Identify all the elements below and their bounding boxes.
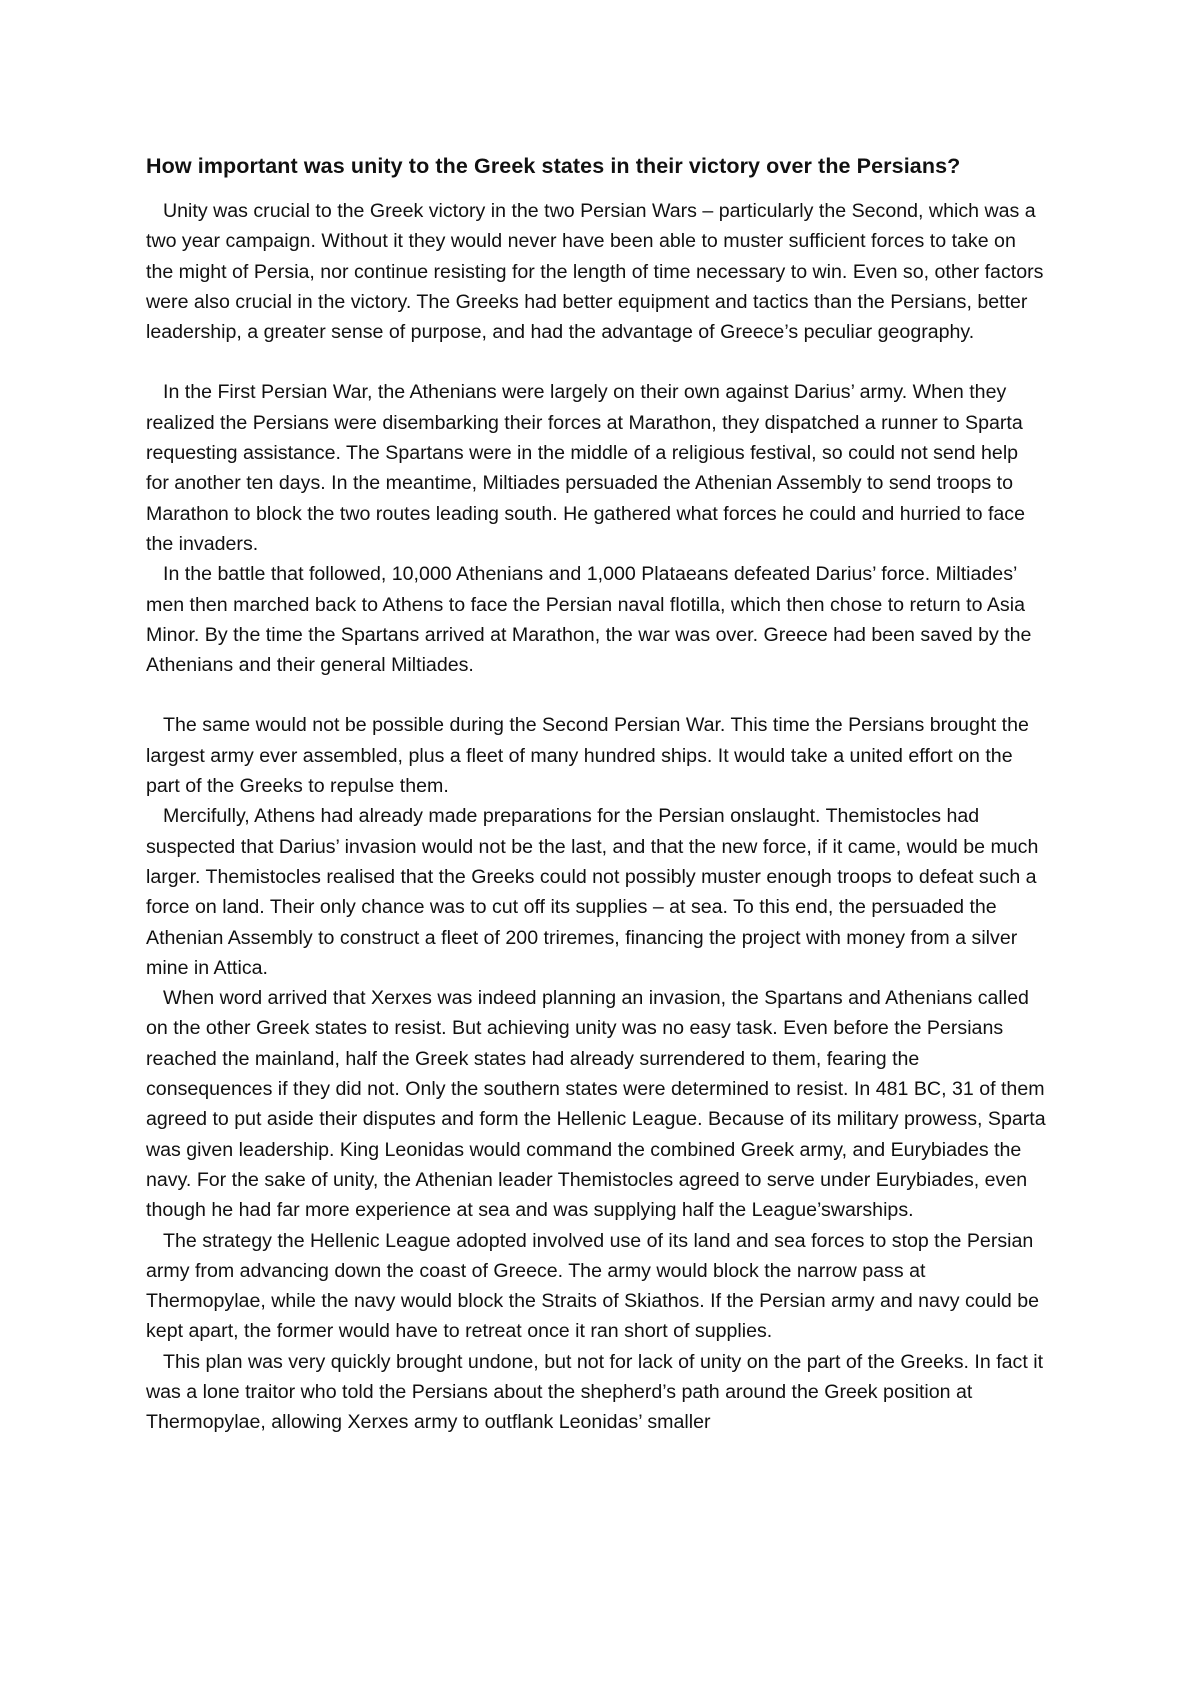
document-body bbox=[146, 150, 1046, 1438]
paragraph-introduction: Unity was crucial to the Greek victory in the two Persian Wars – particularly the Second, which was a two year campaign. Without it they would never have been able to muster sufficient forces to take on the might of Persia, nor continue resisting for the length of time necessary to win. Even so, other factors were also crucial in the victory. The Greeks had better equipment and tactics than the Persians, better leadership, a greater sense of purpose, and had the advantage of Greece’s peculiar geography. bbox=[146, 200, 1044, 344]
paragraph-marathon-battle: In the battle that followed, 10,000 Athenians and 1,000 Plataeans defeated Darius’ force. Miltiades’ men then marched back to Athens to face the Persian naval flotilla, which then chose to return to Asia Minor. By the time the Spartans arrived at Marathon, the war was over. Greece had been saved by the Athenians and their general Miltiades. bbox=[146, 563, 1032, 677]
paragraph-league-strategy: The strategy the Hellenic League adopted involved use of its land and sea forces to stop the Persian army from advancing down the coast of Greece. The army would block the narrow pass at Thermopylae, while the navy would block the Straits of Skiathos. If the Persian army and navy could be kept apart, the former would have to retreat once it ran short of supplies. bbox=[146, 1229, 1040, 1343]
paragraph-athens-preparations: Mercifully, Athens had already made preparations for the Persian onslaught. Themistocles had suspected that Darius’ invasion would not be the last, and that the new force, if it came, would be much larger. Themistocles realised that the Greeks could not possibly muster enough troops to defeat such a force on land. Their only chance was to cut off its supplies – at sea. To this end, the persuaded the Athenian Assembly to construct a fleet of 200 triremes, financing the project with money from a silver mine in Attica. bbox=[146, 805, 1039, 979]
paragraph-thermopylae: This plan was very quickly brought undone, but not for lack of unity on the part of the Greeks. In fact it was a lone traitor who told the Persians about the shepherd’s path around the Greek position at Thermopylae, allowing Xerxes army to outflank Leonidas’ smaller bbox=[146, 1350, 1044, 1434]
paragraph-second-war: The same would not be possible during the Second Persian War. This time the Persians brought the largest army ever assembled, plus a fleet of many hundred ships. It would take a united effort on the part of the Greeks to repulse them. bbox=[146, 714, 1029, 798]
paragraph-hellenic-league: When word arrived that Xerxes was indeed planning an invasion, the Spartans and Athenians called on the other Greek states to resist. But achieving unity was no easy task. Even before the Persians reached the mainland, half the Greek states had already surrendered to them, fearing the consequences if they did not. Only the southern states were determined to resist. In 481 BC, 31 of them agreed to put aside their disputes and form the Hellenic League. Because of its military prowess, Sparta was given leadership. King Leonidas would command the combined Greek army, and Eurybiades the navy. For the sake of unity, the Athenian leader Themistocles agreed to serve under Eurybiades, even though he had far more experience at sea and was supplying half the League’swarships. bbox=[146, 987, 1046, 1222]
essay-title: How important was unity to the Greek states in their victory over the Persians? bbox=[146, 154, 961, 178]
paragraph-first-war: In the First Persian War, the Athenians were largely on their own against Darius’ army. When they realized the Persians were disembarking their forces at Marathon, they dispatched a runner to Sparta requesting assistance. The Spartans were in the middle of a religious festival, so could not send help for another ten days. In the meantime, Miltiades persuaded the Athenian Assembly to send troops to Marathon to block the two routes leading south. He gathered what forces he could and hurried to face the invaders. bbox=[146, 381, 1025, 555]
